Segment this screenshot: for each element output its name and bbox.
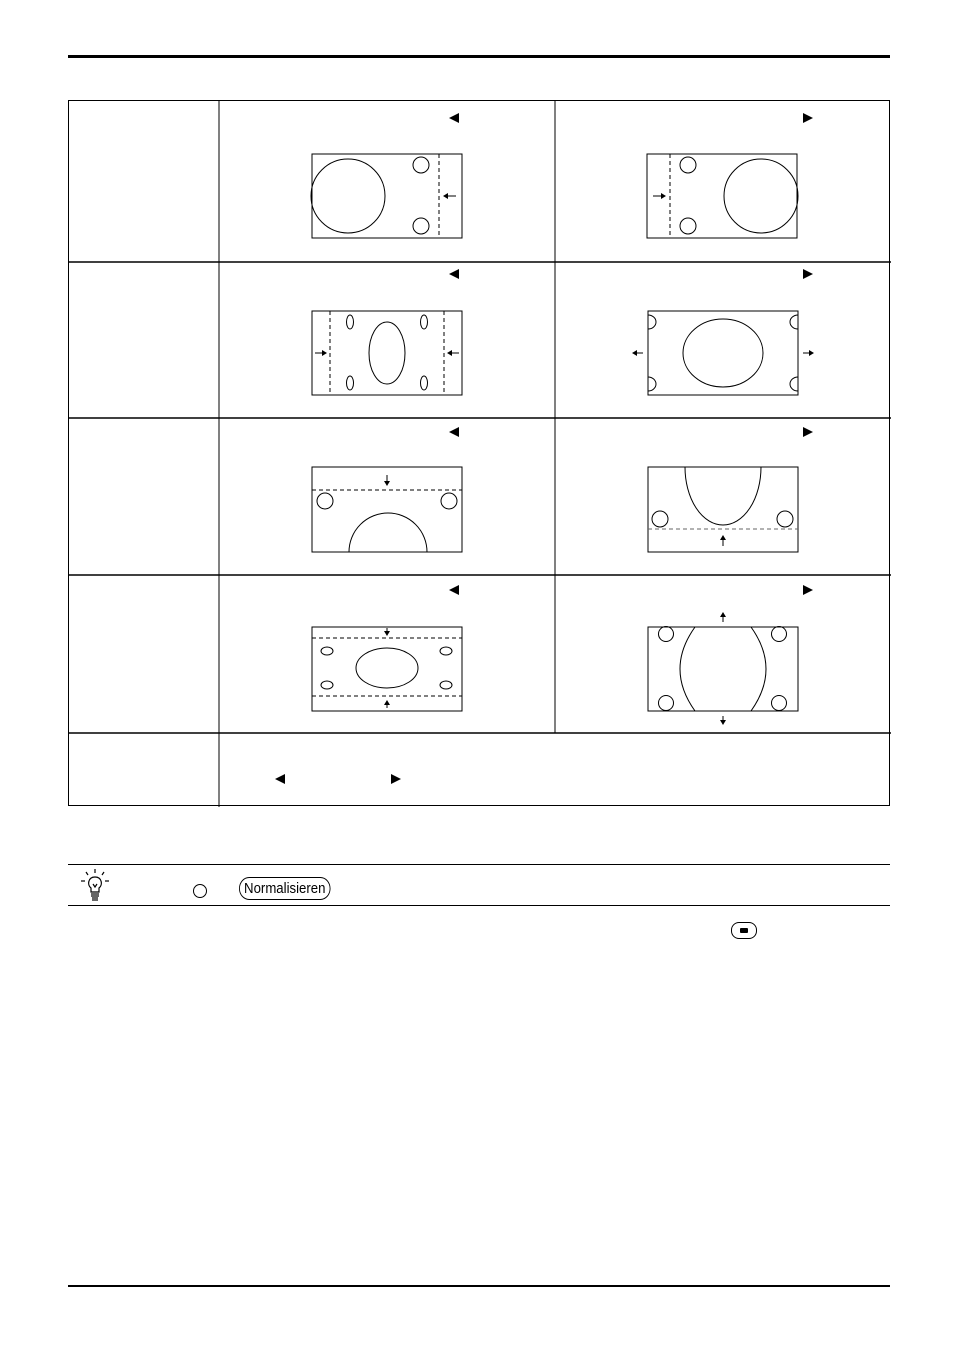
circle-button-icon — [193, 884, 207, 898]
diagram-row1-right — [647, 154, 798, 238]
hint-top-rule — [68, 864, 890, 865]
triangle-right-icon — [391, 774, 401, 784]
diagram-row3-left — [312, 467, 462, 552]
triangle-left-icon — [449, 427, 459, 437]
normalize-button[interactable]: Normalisieren — [239, 877, 331, 900]
triangle-left-icon — [449, 269, 459, 279]
diagram-row4-right — [648, 612, 798, 725]
triangle-left-icon — [449, 585, 459, 595]
diagram-row1-left — [311, 154, 462, 238]
hint-bottom-rule — [68, 905, 890, 906]
triangle-left-icon — [449, 113, 459, 123]
diagram-row4-left — [312, 627, 462, 711]
triangle-markers — [275, 113, 813, 784]
triangle-right-icon — [803, 585, 813, 595]
triangle-right-icon — [803, 269, 813, 279]
diagram-row2-left — [312, 311, 462, 395]
diagram-row3-right — [648, 467, 798, 552]
triangle-left-icon — [275, 774, 285, 784]
diagram-row2-right — [632, 311, 814, 395]
stop-button-icon — [731, 922, 757, 939]
lightbulb-icon — [80, 868, 114, 904]
triangle-right-icon — [803, 427, 813, 437]
top-rule — [68, 55, 890, 58]
adjustment-diagrams — [69, 101, 891, 807]
triangle-right-icon — [803, 113, 813, 123]
adjustment-table — [68, 100, 890, 806]
table-grid — [69, 101, 891, 807]
bottom-rule — [68, 1285, 890, 1287]
